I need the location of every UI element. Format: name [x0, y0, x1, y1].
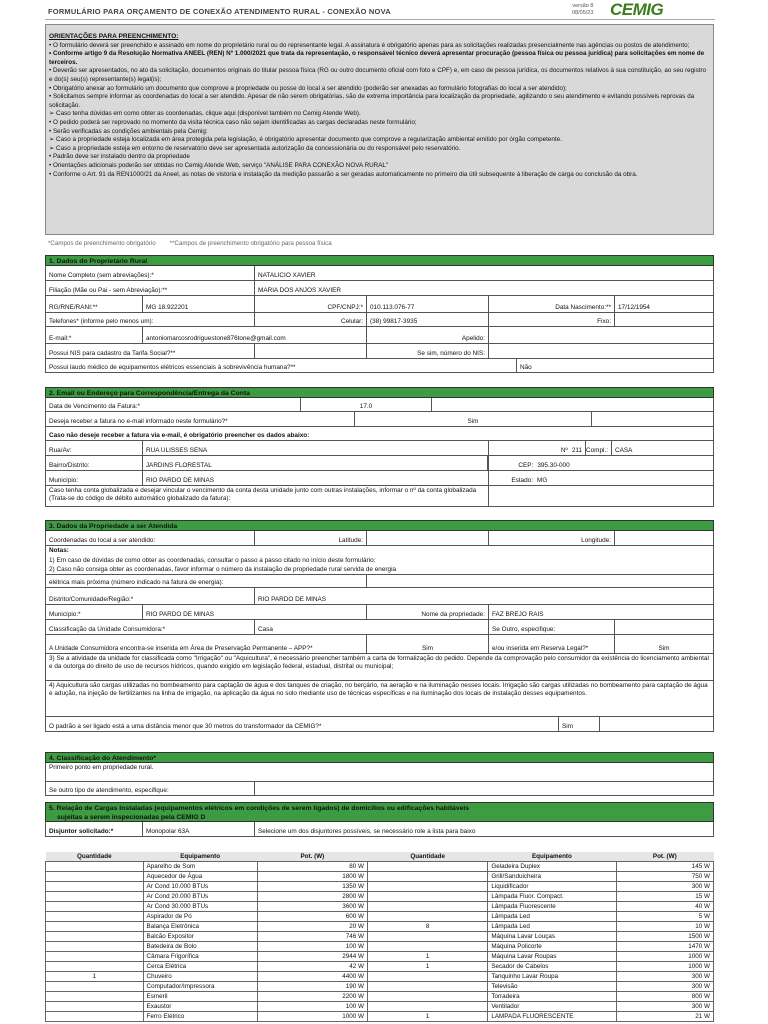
section-billing	[45, 387, 714, 507]
power-cell: 300 W	[616, 882, 713, 892]
loads-table	[45, 852, 714, 1022]
laudo-field[interactable]: Não	[520, 364, 532, 371]
equipment-cell: Balcão Expositor	[143, 932, 257, 942]
section-loads	[45, 802, 714, 837]
telefones-label: Telefones* (informe pelo menos um):	[46, 313, 255, 326]
orientation-item: • Deverão ser apresentados, no ato da solicitação, documentos originais do titular pessoa física (RG ou outro documento oficial com foto e CPF) e, em caso de pessoa jurídica, os documentos relativos à sua constituição, ao seu registro e do(s) seu(s) representante(s) legal(is);	[49, 67, 707, 83]
quantity-cell[interactable]	[367, 862, 487, 872]
quantity-cell[interactable]	[46, 992, 144, 1002]
compl-label: Compl.:	[586, 441, 612, 455]
nasc-label: Data Nascimento:**	[489, 296, 615, 312]
section-title: 5. Relação de Cargas Instaladas (equipamentos elétricos em condições de serem ligados) de domicílios ou edificações habitáveis sujeitas a serem inspecionadas pela CEMIG D	[45, 802, 714, 822]
power-cell: 600 W	[257, 912, 367, 922]
power-cell: 2200 W	[257, 992, 367, 1002]
power-cell: 1800 W	[257, 872, 367, 882]
power-cell: 1470 W	[616, 942, 713, 952]
rg-field[interactable]: MG 18.922201	[143, 296, 255, 312]
cep-label: CEP:	[518, 462, 534, 469]
table-row	[46, 1012, 714, 1022]
fixo-field[interactable]	[615, 313, 713, 326]
section-title: 4. Classificação do Atendimento*	[45, 752, 714, 763]
nota-4: 4) Aquicultura são cargas utilizadas no bombeamento para captação de água e dos tanques de criação, no berçário, na aeração e na iluminação nesses locais. Irrigação são cargas utilizadas no bombeamento para captação de água e adução, na injeção de fertilizantes na linha de irrigação, na aplicação da água no solo mediante uso de técnicas específicas e na iluminação dos locais de instalação desses equipamentos.	[49, 682, 708, 697]
quantity-cell[interactable]: 1	[367, 962, 487, 972]
classificacao-atendimento-field[interactable]: Primeiro ponto em propriedade rural.	[49, 764, 154, 771]
orientation-item-link[interactable]: ➢ Caso tenha dúvidas em como obter as coordenadas, clique aqui (disponível também no Cemig Atende Web).	[49, 110, 361, 118]
power-cell: 5 W	[616, 912, 713, 922]
equipment-cell: Aspirador de Pó	[143, 912, 257, 922]
quantity-cell[interactable]	[46, 872, 144, 882]
table-row	[46, 992, 714, 1002]
quantity-cell[interactable]	[367, 912, 487, 922]
fixo-label: Fixo:	[489, 313, 615, 326]
table-row	[46, 1002, 714, 1012]
quantity-cell[interactable]	[367, 932, 487, 942]
bairro-field[interactable]: JARDINS FLORESTAL	[143, 456, 488, 470]
disjuntor-hint: Selecione um dos disjuntores possíveis, se necessário role a lista para baixo	[258, 828, 476, 835]
nota-2: 2) Caso não consiga obter as coordenadas, favor informar o número da instalação de propriedade rural servida de energia	[49, 566, 397, 574]
apelido-label: Apelido:	[367, 327, 489, 343]
header-divider	[45, 19, 715, 20]
distrito-field[interactable]: RIO PARDO DE MINAS	[258, 596, 327, 603]
orientation-item: • Obrigatório anexar ao formulário um documento que comprove a propriedade ou posse do local a ser atendido (poderão ser anexadas ao formulário fotografias do local a ser atendido);	[49, 84, 567, 92]
power-cell: 1500 W	[616, 932, 713, 942]
orientation-item: ➢ Caso a propriedade esteja em entorno de reservatório deve ser apresentada autorização da concessionária ou do responsável pelo reservatório.	[49, 144, 461, 152]
col-quantidade: Quantidade	[367, 852, 487, 862]
cpf-label: CPF/CNPJ:*	[255, 296, 367, 312]
table-row	[46, 882, 714, 892]
equipment-cell: Máquina Lavar Louças	[488, 932, 616, 942]
equipment-cell: Tanquinho Lavar Roupa	[488, 972, 616, 982]
section-classification	[45, 752, 714, 796]
equipment-cell: Lâmpada Fluorescente	[488, 902, 616, 912]
quantity-cell[interactable]	[367, 882, 487, 892]
nis-label: Possui NIS para cadastro da Tarifa Social?**	[46, 344, 255, 358]
filiacao-label: Filiação (Mãe ou Pai - sem Abreviação):**	[46, 281, 255, 295]
power-cell: 4400 W	[257, 972, 367, 982]
propriedade-field[interactable]: FAZ BREJO RAIS	[492, 611, 544, 618]
equipment-cell: Ar Cond 20.000 BTUs	[143, 892, 257, 902]
bairro-label: Bairro/Distrito:	[46, 456, 143, 470]
nis-field[interactable]	[255, 344, 367, 358]
app-field[interactable]: Sim	[367, 635, 489, 653]
table-row	[46, 872, 714, 882]
quantity-cell[interactable]	[46, 982, 144, 992]
outro-label: Se Outro, especifique:	[489, 620, 615, 634]
power-cell: 300 W	[616, 972, 713, 982]
globalizada-label: Caso tenha conta globalizada e desejar vincular o vencimento da conta desta unidade junto com outras instalações, informar o nº da conta globalizada (Trata-se do código de débito automático globalizado da fatura):	[46, 486, 489, 506]
nota-3: 3) Se a atividade da unidade for classificada como "Irrigação" ou "Aquicultura", é necessário preencher também a carta de formalização do pedido. Depende da comprovação pelo consumidor da existência do licenciamento ambiental e da outorga do direito de uso de recursos hídricos, quando exigido em legislação federal, estadual, distrital ou municipal;	[49, 655, 709, 670]
power-cell: 100 W	[257, 942, 367, 952]
equipment-cell: Liquidificador	[488, 882, 616, 892]
municipio-field[interactable]: RIO PARDO DE MINAS	[143, 471, 489, 485]
table-row	[46, 952, 714, 962]
quantity-cell[interactable]	[46, 862, 144, 872]
equipment-cell: Ferro Elétrico	[143, 1012, 257, 1022]
quantity-cell[interactable]	[367, 1002, 487, 1012]
municipio-prop-label: Município:*	[46, 605, 143, 619]
table-row	[46, 972, 714, 982]
cep-field[interactable]: CEP: 395.30-000	[489, 456, 713, 470]
quantity-cell[interactable]	[46, 902, 144, 912]
quantity-cell[interactable]	[46, 922, 144, 932]
app-label: A Unidade Consumidora encontra-se inserida em Área de Preservação Permanente – APP?*	[46, 635, 367, 653]
quantity-cell[interactable]	[367, 872, 487, 882]
equipment-cell: Máquina Policorte	[488, 942, 616, 952]
celular-field[interactable]: (38) 99817-3935	[367, 313, 489, 326]
equipment-cell: Geladeira Duplex	[488, 862, 616, 872]
table-row	[46, 902, 714, 912]
version-number: versão 8	[572, 3, 594, 9]
version-info	[572, 3, 593, 17]
power-cell: 746 W	[257, 932, 367, 942]
numero-field[interactable]: Nº 211	[489, 441, 586, 455]
classificacao-field[interactable]: Casa	[255, 620, 489, 634]
power-cell: 1000 W	[616, 962, 713, 972]
cemig-logo: CEMIG	[610, 0, 664, 19]
outro-atendimento-field[interactable]	[255, 782, 713, 795]
quantity-cell[interactable]	[46, 1002, 144, 1012]
quantity-cell[interactable]	[367, 892, 487, 902]
table-row	[46, 942, 714, 952]
equipment-cell: Aparelho de Som	[143, 862, 257, 872]
power-cell: 1350 W	[257, 882, 367, 892]
equipment-cell: Lâmpada Led	[488, 912, 616, 922]
orientation-item: • Conforme o Art. 91 da REN1000/21 da Aneel, as notas de vistoria e instalação da medição passarão a ser geradas automaticamente no primeiro dia útil subsequente à liberação de carga ou conclusão da obra.	[49, 170, 638, 178]
quantity-cell[interactable]	[46, 1012, 144, 1022]
section-title: 3. Dados da Propriedade a ser Atendida	[45, 520, 714, 531]
table-row	[46, 862, 714, 872]
col-quantidade: Quantidade	[46, 852, 144, 862]
vencimento-label: Data de Vencimento da Fatura:*	[46, 398, 301, 411]
latitude-label: Latitude:	[255, 531, 367, 545]
table-row	[46, 932, 714, 942]
equipment-cell: Cerca Elétrica	[143, 962, 257, 972]
quantity-cell[interactable]	[367, 902, 487, 912]
nome-label: Nome Completo (sem abreviações):*	[46, 266, 255, 280]
orientations-title: ORIENTAÇÕES PARA PREENCHIMENTO:	[49, 33, 179, 40]
orientations-box	[45, 24, 714, 235]
table-row	[46, 912, 714, 922]
table-row	[46, 892, 714, 902]
quantity-cell[interactable]: 1	[367, 1012, 487, 1022]
reserva-label: e/ou inserida em Reserva Legal?*	[489, 635, 615, 653]
longitude-label: Longitude:	[489, 531, 615, 545]
section-title: 1. Dados do Proprietário Rural	[45, 255, 714, 266]
power-cell: 40 W	[616, 902, 713, 912]
notas-label: Notas:	[49, 546, 69, 554]
municipio-prop-field[interactable]: RIO PARDO DE MINAS	[143, 605, 367, 619]
required-note: *Campos de preenchimento obrigatório	[48, 240, 156, 247]
vencimento-field[interactable]: 17.0	[359, 403, 373, 410]
email-fatura-label: Deseja receber a fatura no e-mail informado neste formulário?*	[46, 412, 355, 426]
celular-label: Celular:	[255, 313, 367, 326]
col-equipamento: Equipamento	[488, 852, 616, 862]
power-cell: 145 W	[616, 862, 713, 872]
orientation-item: • Padrão deve ser instalado dentro da propriedade	[49, 153, 190, 161]
classificacao-label: Classificação da Unidade Consumidora:*	[46, 620, 255, 634]
quantity-cell[interactable]	[367, 992, 487, 1002]
longitude-field[interactable]	[615, 531, 713, 545]
power-cell: 300 W	[616, 1002, 713, 1012]
power-cell: 42 W	[257, 962, 367, 972]
reserva-field[interactable]: Sim	[658, 645, 670, 652]
equipment-cell: Secador de Cabelos	[488, 962, 616, 972]
equipment-cell: Aquecedor de Água	[143, 872, 257, 882]
power-cell: 100 W	[257, 1002, 367, 1012]
section-owner	[45, 255, 714, 373]
power-cell: 80 W	[257, 862, 367, 872]
power-cell: 300 W	[616, 982, 713, 992]
padrao-label: O padrão a ser ligado está a uma distância menor que 30 metros do transformador da CEMIG?*	[46, 717, 559, 731]
email-fatura-field[interactable]: Sim	[467, 418, 479, 425]
section-title: 2. Email ou Endereço para Correspondência/Entrega da Conta	[45, 387, 714, 398]
equipment-cell: Ar Cond 30.000 BTUs	[143, 902, 257, 912]
power-cell: 2800 W	[257, 892, 367, 902]
nome-field[interactable]: NATALICIO XAVIER	[258, 272, 316, 279]
laudo-label: Possui laudo médico de equipamentos elétricos essenciais à sobrevivência humana?**	[46, 359, 517, 372]
nota-2-continued: elétrica mais próxima (número indicado na fatura de energia):	[46, 575, 367, 587]
equipment-cell: Televisão	[488, 982, 616, 992]
power-cell: 20 W	[257, 922, 367, 932]
quantity-cell[interactable]: 1	[367, 952, 487, 962]
quantity-cell[interactable]	[46, 932, 144, 942]
outro-atendimento-label: Se outro tipo de atendimento, especifique:	[46, 782, 255, 795]
equipment-cell: Lâmpada Fluor. Compact.	[488, 892, 616, 902]
section-property	[45, 520, 714, 732]
orientation-item: • Conforme artigo 9 da Resolução Normativa ANEEL (REN) Nº 1.000/2021 que trata da representação, o responsável técnico deverá apresentar procuração (pessoa física ou pessoa jurídica) para solicitações em nome de terceiros.	[49, 50, 705, 66]
apelido-field[interactable]	[489, 327, 713, 343]
compl-field[interactable]: CASA	[615, 447, 633, 454]
nasc-field[interactable]: 17/12/1954	[618, 304, 650, 311]
quantity-cell[interactable]	[46, 882, 144, 892]
quantity-cell[interactable]	[367, 942, 487, 952]
quantity-cell[interactable]: 1	[46, 972, 144, 982]
col-potencia: Pot. (W)	[616, 852, 713, 862]
disjuntor-label: Disjuntor solicitado:*	[46, 822, 143, 836]
power-cell: 1000 W	[257, 1012, 367, 1022]
table-row	[46, 982, 714, 992]
orientation-item: • O formulário deverá ser preenchido e assinado em nome do proprietário rural ou do representante legal. A assinatura é obrigatório apenas para as solicitações realizadas presencialmente nas agências ou postos de atendimento;	[49, 41, 690, 49]
quantity-cell[interactable]	[367, 972, 487, 982]
power-cell: 2944 W	[257, 952, 367, 962]
globalizada-field[interactable]	[489, 486, 713, 506]
power-cell: 15 W	[616, 892, 713, 902]
col-equipamento: Equipamento	[143, 852, 257, 862]
latitude-field[interactable]	[367, 531, 489, 545]
numero-label: Nº	[560, 447, 568, 454]
equipment-cell: Máquina Lavar Roupas	[488, 952, 616, 962]
power-cell: 190 W	[257, 982, 367, 992]
quantity-cell[interactable]: 8	[367, 922, 487, 932]
quantity-cell[interactable]	[46, 962, 144, 972]
quantity-cell[interactable]	[367, 982, 487, 992]
nota-1: 1) Em caso de dúvidas de como obter as coordenadas, consultar o passo a passo citado no início deste formulário;	[49, 556, 376, 564]
instalacao-proxima-field[interactable]	[367, 575, 713, 587]
equipment-cell: Câmara Frigorífica	[143, 952, 257, 962]
power-cell: 1000 W	[616, 952, 713, 962]
equipment-cell: Computador/Impressora	[143, 982, 257, 992]
equipment-cell: Torradeira	[488, 992, 616, 1002]
municipio-label: Município:	[46, 471, 143, 485]
orientation-item: • Orientações adicionais poderão ser obtidas no Cemig Atende Web, serviço "ANÁLISE PARA CONEXÃO NOVA RURAL"	[49, 161, 389, 169]
outro-field[interactable]	[615, 620, 713, 634]
padrao-field[interactable]: Sim	[559, 717, 600, 731]
orientation-item: ➢ Caso a propriedade esteja localizada em área protegida pela legislação, é obrigatório apresentar documento que comprove a regularização ambiental emitido por órgão competente.	[49, 136, 562, 144]
estado-field[interactable]: Estado: MG	[489, 471, 713, 485]
power-cell: 10 W	[616, 922, 713, 932]
disjuntor-select[interactable]: Monopolar 63A	[143, 822, 255, 836]
table-row	[46, 922, 714, 932]
loads-table-header	[46, 852, 714, 862]
filiacao-field[interactable]: MARIA DOS ANJOS XAVIER	[258, 287, 341, 294]
equipment-cell: Ar Cond 10.000 BTUs	[143, 882, 257, 892]
power-cell: 21 W	[616, 1012, 713, 1022]
equipment-cell: Exaustor	[143, 1002, 257, 1012]
equipment-cell: Ventilador	[488, 1002, 616, 1012]
estado-label: Estado:	[511, 477, 533, 484]
quantity-cell[interactable]	[46, 942, 144, 952]
cpf-field[interactable]: 010.113.076-77	[367, 296, 489, 312]
quantity-cell[interactable]	[46, 952, 144, 962]
propriedade-label: Nome da propriedade:	[367, 605, 489, 619]
email-field[interactable]: antoniomarcosrodriguestone876tone@gmail.com	[143, 327, 367, 343]
form-title: FORMULÁRIO PARA ORÇAMENTO DE CONEXÃO ATENDIMENTO RURAL - CONEXÃO NOVA	[48, 7, 391, 16]
quantity-cell[interactable]	[46, 912, 144, 922]
table-row	[46, 962, 714, 972]
orientation-item: • O pedido poderá ser reprovado no momento da visita técnica caso não sejam identificadas as cargas declaradas neste formulário;	[49, 118, 417, 126]
rua-label: Rua/Av:	[46, 441, 143, 455]
nis-number-field[interactable]	[489, 344, 713, 358]
equipment-cell: Balança Eletrônica	[143, 922, 257, 932]
required-note-pf: **Campos de preenchimento obrigatório para pessoa física	[169, 240, 332, 247]
version-date: 08/05/23	[572, 10, 594, 16]
orientation-item: • Solicitamos sempre informar as coordenadas do local a ser atendido. Apesar de não serem obrigatórias, são de extrema importância para localização da propriedade, agilizando o seu atendimento e evitando possíveis reprovas da solicitação.	[49, 93, 695, 109]
required-notes	[48, 240, 332, 247]
equipment-cell: Chuveiro	[143, 972, 257, 982]
orientation-item: • Serão verificadas as condições ambientais pela Cemig:	[49, 127, 208, 135]
nis-number-label: Se sim, número do NIS:	[367, 344, 489, 358]
quantity-cell[interactable]	[46, 892, 144, 902]
equipment-cell: Lâmpada Led	[488, 922, 616, 932]
equipment-cell: Grill/Sanduicheira	[488, 872, 616, 882]
email-label: E-mail:*	[46, 327, 143, 343]
equipment-cell: Esmeril	[143, 992, 257, 1002]
equipment-cell: Batedeira de Bolo	[143, 942, 257, 952]
col-potencia: Pot. (W)	[257, 852, 367, 862]
power-cell: 800 W	[616, 992, 713, 1002]
distrito-label: Distrito/Comunidade/Região:*	[46, 588, 255, 604]
address-note: Caso não deseje receber a fatura via e-mail, é obrigatório preencher os dados abaixo:	[49, 432, 310, 439]
rua-field[interactable]: RUA ULISSES SENA	[143, 441, 489, 455]
equipment-cell: LAMPADA FLUORESCENTE	[488, 1012, 616, 1022]
power-cell: 3600 W	[257, 902, 367, 912]
rg-label: RG/RNE/RANI:**	[46, 296, 143, 312]
coordenadas-label: Coordenadas do local a ser atendido:	[46, 531, 255, 545]
power-cell: 750 W	[616, 872, 713, 882]
